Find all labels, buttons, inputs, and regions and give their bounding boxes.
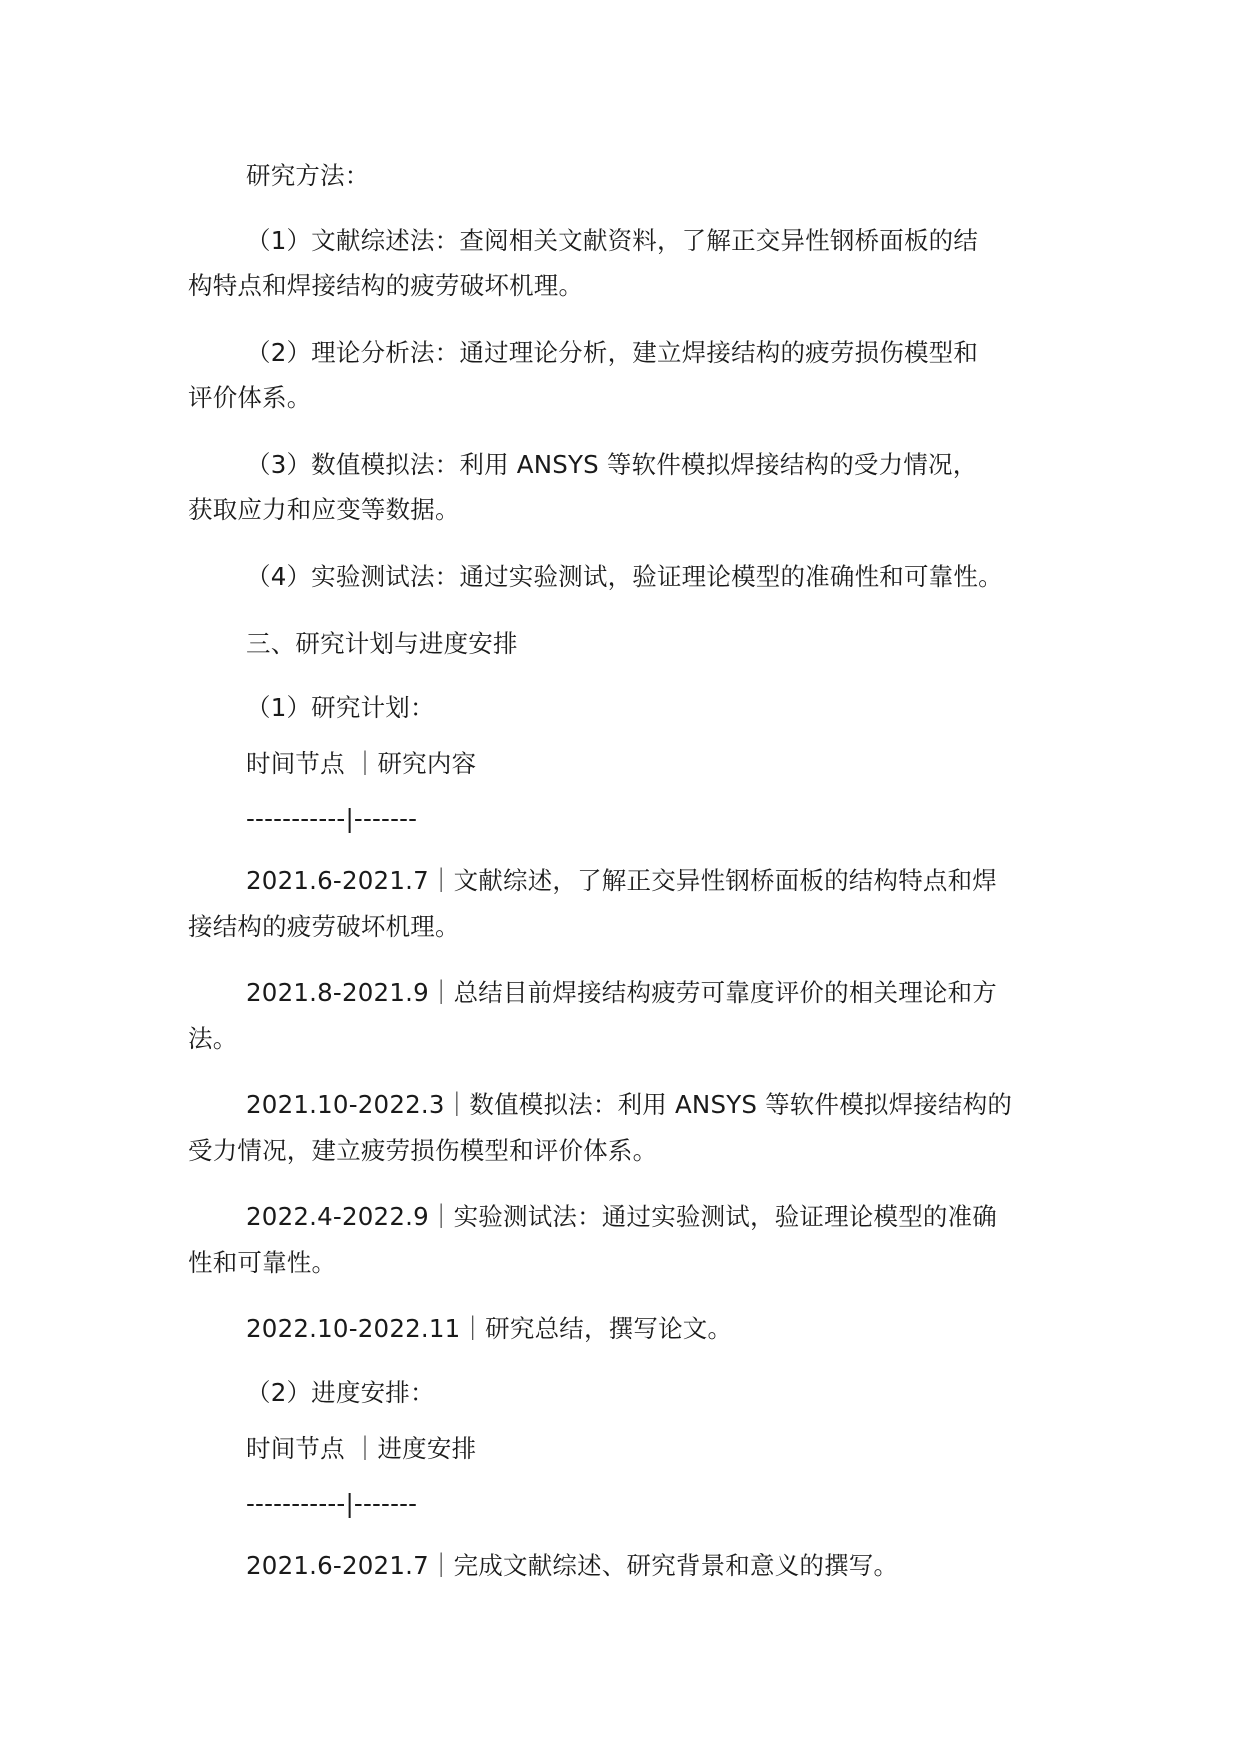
plan-row-3-line1: 2021.10-2022.3｜数值模拟法：利用 ANSYS 等软件模拟焊接结构的 — [246, 1090, 1013, 1119]
method-1-line1: （1）文献综述法：查阅相关文献资料，了解正交异性钢桥面板的结 — [246, 226, 979, 255]
plan-row-4-line2: 性和可靠性。 — [188, 1248, 337, 1277]
method-3-line1: （3）数值模拟法：利用 ANSYS 等软件模拟焊接结构的受力情况， — [246, 450, 978, 479]
method-3-line2: 获取应力和应变等数据。 — [188, 495, 460, 524]
section-heading: 三、研究计划与进度安排 — [246, 629, 518, 658]
schedule-table-header: 时间节点 ｜进度安排 — [246, 1434, 477, 1463]
plan-row-4-line1: 2022.4-2022.9｜实验测试法：通过实验测试，验证理论模型的准确 — [246, 1202, 997, 1231]
plan-subheading: （1）研究计划： — [246, 693, 435, 722]
schedule-row-1-line1: 2021.6-2021.7｜完成文献综述、研究背景和意义的撰写。 — [246, 1551, 899, 1580]
plan-row-2-line1: 2021.8-2021.9｜总结目前焊接结构疲劳可靠度评价的相关理论和方 — [246, 978, 997, 1007]
plan-row-1-line2: 接结构的疲劳破坏机理。 — [188, 912, 460, 941]
plan-table-separator: -----------|------- — [246, 804, 418, 833]
method-1-line2: 构特点和焊接结构的疲劳破坏机理。 — [188, 271, 584, 300]
plan-row-2-line2: 法。 — [188, 1024, 238, 1053]
schedule-table-separator: -----------|------- — [246, 1489, 418, 1518]
method-4-line1: （4）实验测试法：通过实验测试，验证理论模型的准确性和可靠性。 — [246, 562, 1003, 591]
method-2-line1: （2）理论分析法：通过理论分析，建立焊接结构的疲劳损伤模型和 — [246, 338, 979, 367]
method-2-line2: 评价体系。 — [188, 383, 312, 412]
plan-table-header: 时间节点 ｜研究内容 — [246, 749, 477, 778]
plan-row-3-line2: 受力情况，建立疲劳损伤模型和评价体系。 — [188, 1136, 658, 1165]
plan-row-5-line1: 2022.10-2022.11｜研究总结，撰写论文。 — [246, 1314, 733, 1343]
plan-row-1-line1: 2021.6-2021.7｜文献综述，了解正交异性钢桥面板的结构特点和焊 — [246, 866, 997, 895]
schedule-subheading: （2）进度安排： — [246, 1378, 435, 1407]
methods-heading: 研究方法： — [246, 161, 370, 190]
